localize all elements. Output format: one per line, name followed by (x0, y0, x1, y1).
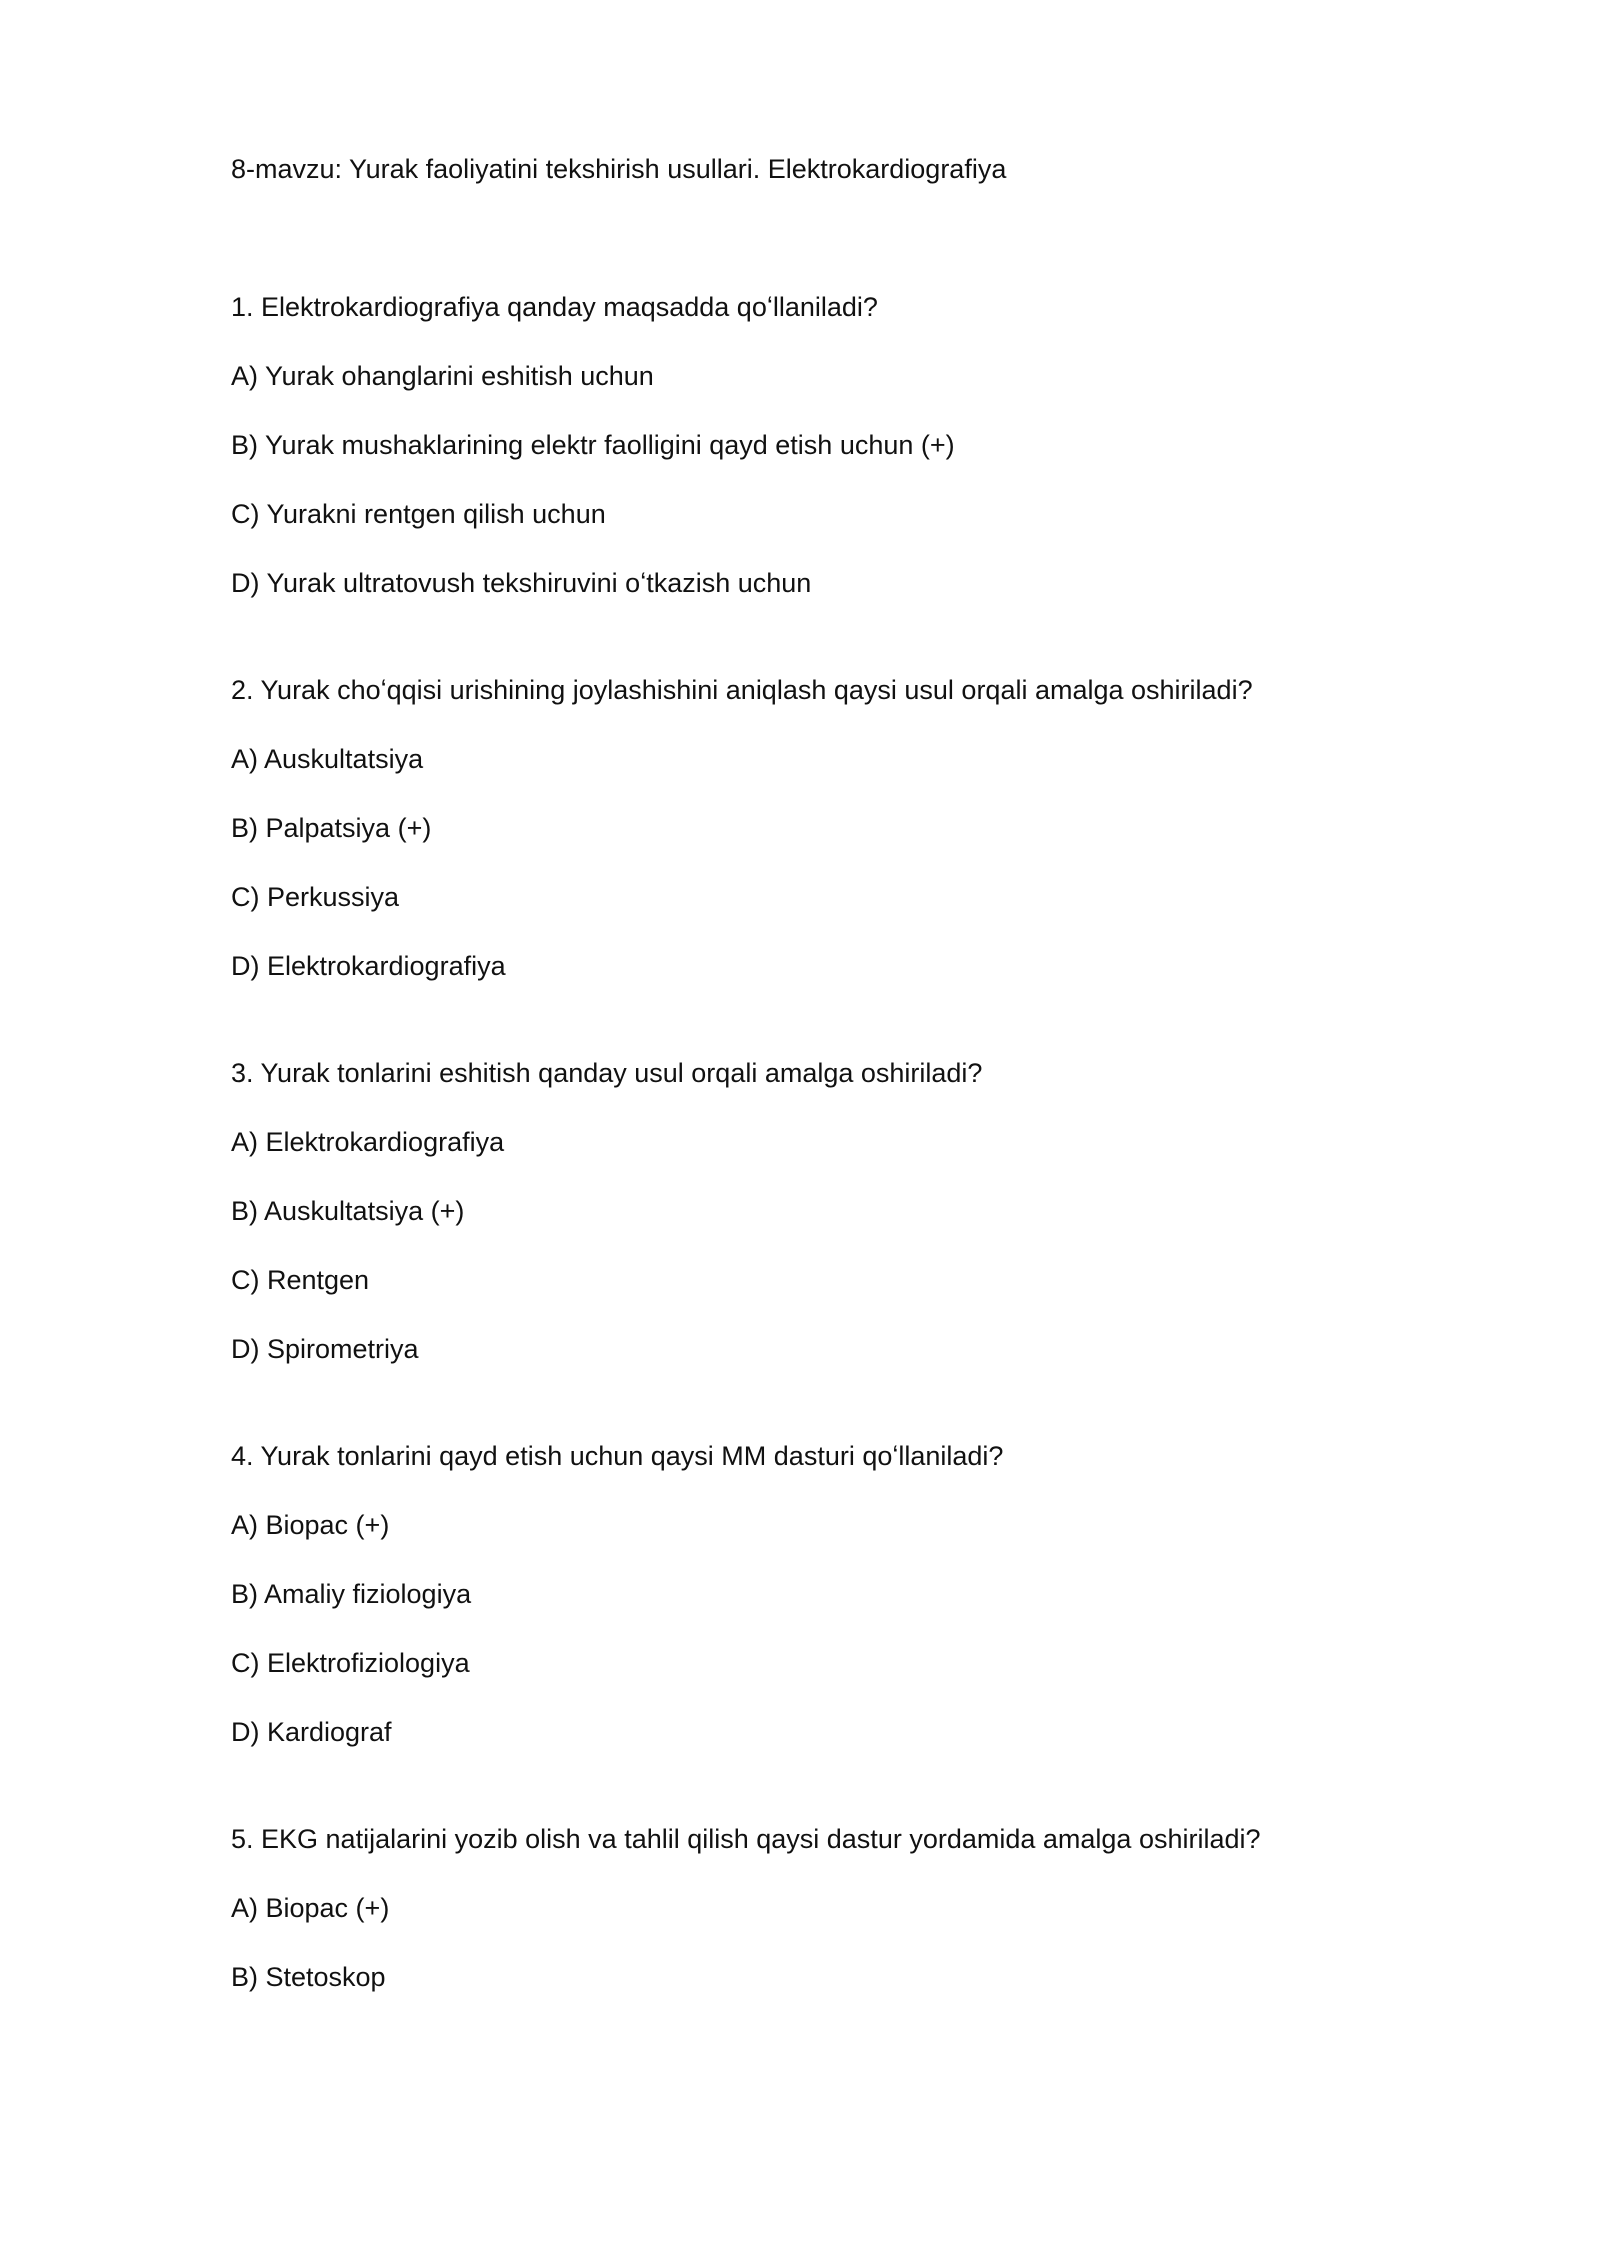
answer-option-c: C) Rentgen (231, 1265, 370, 1295)
question-block-3 (231, 1054, 1431, 1368)
answer-option-a: A) Yurak ohanglarini eshitish uchun (231, 361, 654, 391)
question-text: 2. Yurak choʻqqisi urishining joylashishini aniqlash qaysi usul orqali amalga oshiriladi? (231, 675, 1253, 705)
answer-option-b: B) Auskultatsiya (+) (231, 1196, 465, 1226)
answer-option-b: B) Stetoskop (231, 1962, 386, 1992)
answer-option-b: B) Yurak mushaklarining elektr faolligini qayd etish uchun (+) (231, 430, 955, 460)
document-title: 8-mavzu: Yurak faoliyatini tekshirish usullari. Elektrokardiografiya (231, 154, 1007, 184)
question-text: 4. Yurak tonlarini qayd etish uchun qaysi MM dasturi qoʻllaniladi? (231, 1441, 1004, 1471)
question-block-2 (231, 671, 1431, 985)
answer-option-c: C) Perkussiya (231, 882, 400, 912)
answer-option-c: C) Yurakni rentgen qilish uchun (231, 499, 606, 529)
answer-option-c: C) Elektrofiziologiya (231, 1648, 470, 1678)
answer-option-d: D) Spirometriya (231, 1334, 419, 1364)
answer-option-a: A) Auskultatsiya (231, 744, 424, 774)
question-block-1 (231, 288, 1431, 602)
answer-option-b: B) Amaliy fiziologiya (231, 1579, 472, 1609)
question-block-5 (231, 1820, 1431, 1996)
answer-option-d: D) Kardiograf (231, 1717, 392, 1747)
answer-option-d: D) Elektrokardiografiya (231, 951, 506, 981)
question-text: 3. Yurak tonlarini eshitish qanday usul orqali amalga oshiriladi? (231, 1058, 983, 1088)
question-block-4 (231, 1437, 1431, 1751)
document-content (231, 150, 1431, 1996)
answer-option-a: A) Biopac (+) (231, 1510, 390, 1540)
question-text: 5. EKG natijalarini yozib olish va tahlil qilish qaysi dastur yordamida amalga oshiriladi? (231, 1824, 1261, 1854)
answer-option-b: B) Palpatsiya (+) (231, 813, 432, 843)
question-text: 1. Elektrokardiografiya qanday maqsadda qoʻllaniladi? (231, 292, 878, 322)
answer-option-a: A) Biopac (+) (231, 1893, 390, 1923)
answer-option-d: D) Yurak ultratovush tekshiruvini oʻtkazish uchun (231, 568, 812, 598)
answer-option-a: A) Elektrokardiografiya (231, 1127, 505, 1157)
